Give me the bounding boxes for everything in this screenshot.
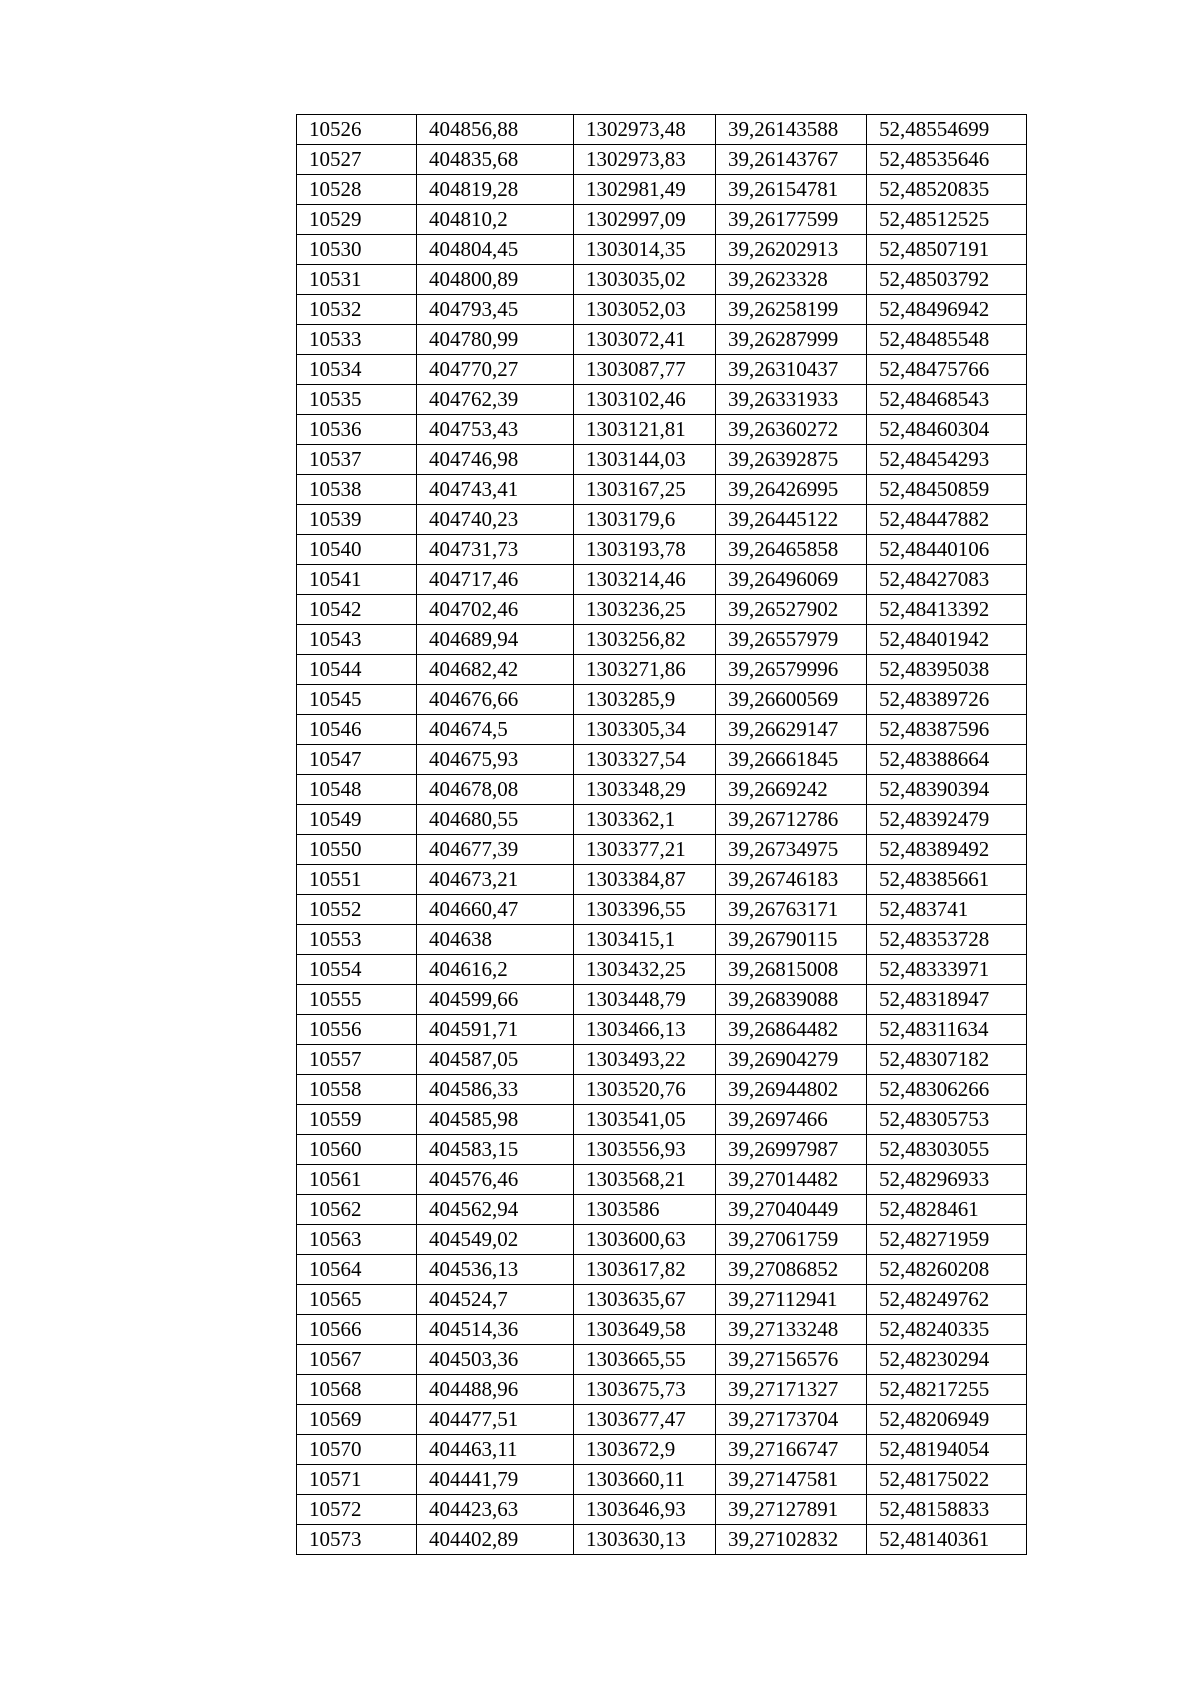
longitude-cell: 52,48217255: [867, 1375, 1027, 1405]
y-coordinate-cell: 1303214,46: [574, 565, 716, 595]
point-number-cell: 10566: [297, 1315, 417, 1345]
y-coordinate-cell: 1303665,55: [574, 1345, 716, 1375]
longitude-cell: 52,48333971: [867, 955, 1027, 985]
point-number-cell: 10530: [297, 235, 417, 265]
table-row: [297, 115, 1027, 145]
x-coordinate-cell: 404717,46: [417, 565, 574, 595]
table-row: [297, 1015, 1027, 1045]
point-number-cell: 10526: [297, 115, 417, 145]
y-coordinate-cell: 1303285,9: [574, 685, 716, 715]
longitude-cell: 52,48447882: [867, 505, 1027, 535]
point-number-cell: 10564: [297, 1255, 417, 1285]
x-coordinate-cell: 404660,47: [417, 895, 574, 925]
table-row: [297, 205, 1027, 235]
x-coordinate-cell: 404804,45: [417, 235, 574, 265]
point-number-cell: 10558: [297, 1075, 417, 1105]
y-coordinate-cell: 1303327,54: [574, 745, 716, 775]
point-number-cell: 10569: [297, 1405, 417, 1435]
x-coordinate-cell: 404677,39: [417, 835, 574, 865]
point-number-cell: 10568: [297, 1375, 417, 1405]
table-row: [297, 265, 1027, 295]
longitude-cell: 52,48427083: [867, 565, 1027, 595]
y-coordinate-cell: 1303014,35: [574, 235, 716, 265]
x-coordinate-cell: 404591,71: [417, 1015, 574, 1045]
x-coordinate-cell: 404819,28: [417, 175, 574, 205]
y-coordinate-cell: 1303384,87: [574, 865, 716, 895]
longitude-cell: 52,48175022: [867, 1465, 1027, 1495]
point-number-cell: 10571: [297, 1465, 417, 1495]
latitude-cell: 39,26445122: [716, 505, 867, 535]
longitude-cell: 52,48475766: [867, 355, 1027, 385]
y-coordinate-cell: 1303415,1: [574, 925, 716, 955]
x-coordinate-cell: 404536,13: [417, 1255, 574, 1285]
longitude-cell: 52,48158833: [867, 1495, 1027, 1525]
y-coordinate-cell: 1303630,13: [574, 1525, 716, 1555]
latitude-cell: 39,27112941: [716, 1285, 867, 1315]
x-coordinate-cell: 404674,5: [417, 715, 574, 745]
latitude-cell: 39,2669242: [716, 775, 867, 805]
y-coordinate-cell: 1303556,93: [574, 1135, 716, 1165]
longitude-cell: 52,4828461: [867, 1195, 1027, 1225]
x-coordinate-cell: 404463,11: [417, 1435, 574, 1465]
x-coordinate-cell: 404638: [417, 925, 574, 955]
point-number-cell: 10550: [297, 835, 417, 865]
point-number-cell: 10556: [297, 1015, 417, 1045]
latitude-cell: 39,26465858: [716, 535, 867, 565]
y-coordinate-cell: 1303396,55: [574, 895, 716, 925]
latitude-cell: 39,26600569: [716, 685, 867, 715]
table-row: [297, 235, 1027, 265]
point-number-cell: 10551: [297, 865, 417, 895]
table-row: [297, 955, 1027, 985]
point-number-cell: 10563: [297, 1225, 417, 1255]
point-number-cell: 10539: [297, 505, 417, 535]
y-coordinate-cell: 1303144,03: [574, 445, 716, 475]
y-coordinate-cell: 1303121,81: [574, 415, 716, 445]
longitude-cell: 52,48503792: [867, 265, 1027, 295]
y-coordinate-cell: 1303236,25: [574, 595, 716, 625]
latitude-cell: 39,26712786: [716, 805, 867, 835]
latitude-cell: 39,26790115: [716, 925, 867, 955]
y-coordinate-cell: 1303432,25: [574, 955, 716, 985]
latitude-cell: 39,27014482: [716, 1165, 867, 1195]
table-row: [297, 1285, 1027, 1315]
table-row: [297, 1045, 1027, 1075]
latitude-cell: 39,26360272: [716, 415, 867, 445]
table-row: [297, 985, 1027, 1015]
table-row: [297, 1315, 1027, 1345]
y-coordinate-cell: 1303617,82: [574, 1255, 716, 1285]
y-coordinate-cell: 1303035,02: [574, 265, 716, 295]
longitude-cell: 52,48554699: [867, 115, 1027, 145]
longitude-cell: 52,48535646: [867, 145, 1027, 175]
y-coordinate-cell: 1302997,09: [574, 205, 716, 235]
point-number-cell: 10573: [297, 1525, 417, 1555]
latitude-cell: 39,26944802: [716, 1075, 867, 1105]
longitude-cell: 52,48512525: [867, 205, 1027, 235]
table-row: [297, 1375, 1027, 1405]
latitude-cell: 39,27156576: [716, 1345, 867, 1375]
latitude-cell: 39,26154781: [716, 175, 867, 205]
point-number-cell: 10540: [297, 535, 417, 565]
longitude-cell: 52,48311634: [867, 1015, 1027, 1045]
latitude-cell: 39,27102832: [716, 1525, 867, 1555]
y-coordinate-cell: 1303448,79: [574, 985, 716, 1015]
latitude-cell: 39,2697466: [716, 1105, 867, 1135]
longitude-cell: 52,48390394: [867, 775, 1027, 805]
latitude-cell: 39,27147581: [716, 1465, 867, 1495]
point-number-cell: 10557: [297, 1045, 417, 1075]
point-number-cell: 10543: [297, 625, 417, 655]
table-row: [297, 895, 1027, 925]
table-row: [297, 415, 1027, 445]
longitude-cell: 52,48318947: [867, 985, 1027, 1015]
y-coordinate-cell: 1303675,73: [574, 1375, 716, 1405]
point-number-cell: 10561: [297, 1165, 417, 1195]
table-row: [297, 445, 1027, 475]
longitude-cell: 52,48401942: [867, 625, 1027, 655]
x-coordinate-cell: 404746,98: [417, 445, 574, 475]
x-coordinate-cell: 404441,79: [417, 1465, 574, 1495]
x-coordinate-cell: 404680,55: [417, 805, 574, 835]
longitude-cell: 52,48206949: [867, 1405, 1027, 1435]
y-coordinate-cell: 1303271,86: [574, 655, 716, 685]
table-row: [297, 775, 1027, 805]
x-coordinate-cell: 404793,45: [417, 295, 574, 325]
longitude-cell: 52,48303055: [867, 1135, 1027, 1165]
x-coordinate-cell: 404616,2: [417, 955, 574, 985]
y-coordinate-cell: 1303677,47: [574, 1405, 716, 1435]
y-coordinate-cell: 1303348,29: [574, 775, 716, 805]
y-coordinate-cell: 1303087,77: [574, 355, 716, 385]
y-coordinate-cell: 1303072,41: [574, 325, 716, 355]
table-row: [297, 1105, 1027, 1135]
point-number-cell: 10533: [297, 325, 417, 355]
x-coordinate-cell: 404576,46: [417, 1165, 574, 1195]
x-coordinate-cell: 404514,36: [417, 1315, 574, 1345]
y-coordinate-cell: 1303305,34: [574, 715, 716, 745]
y-coordinate-cell: 1303167,25: [574, 475, 716, 505]
x-coordinate-cell: 404488,96: [417, 1375, 574, 1405]
x-coordinate-cell: 404740,23: [417, 505, 574, 535]
longitude-cell: 52,48507191: [867, 235, 1027, 265]
latitude-cell: 39,26202913: [716, 235, 867, 265]
table-row: [297, 1075, 1027, 1105]
y-coordinate-cell: 1303466,13: [574, 1015, 716, 1045]
table-row: [297, 1435, 1027, 1465]
point-number-cell: 10532: [297, 295, 417, 325]
x-coordinate-cell: 404676,66: [417, 685, 574, 715]
point-number-cell: 10565: [297, 1285, 417, 1315]
latitude-cell: 39,27166747: [716, 1435, 867, 1465]
longitude-cell: 52,48460304: [867, 415, 1027, 445]
longitude-cell: 52,48140361: [867, 1525, 1027, 1555]
point-number-cell: 10537: [297, 445, 417, 475]
table-row: [297, 145, 1027, 175]
latitude-cell: 39,26579996: [716, 655, 867, 685]
table-row: [297, 925, 1027, 955]
table-row: [297, 1525, 1027, 1555]
latitude-cell: 39,26997987: [716, 1135, 867, 1165]
x-coordinate-cell: 404503,36: [417, 1345, 574, 1375]
y-coordinate-cell: 1302981,49: [574, 175, 716, 205]
longitude-cell: 52,48496942: [867, 295, 1027, 325]
latitude-cell: 39,26527902: [716, 595, 867, 625]
x-coordinate-cell: 404423,63: [417, 1495, 574, 1525]
y-coordinate-cell: 1303520,76: [574, 1075, 716, 1105]
x-coordinate-cell: 404402,89: [417, 1525, 574, 1555]
y-coordinate-cell: 1303672,9: [574, 1435, 716, 1465]
latitude-cell: 39,26904279: [716, 1045, 867, 1075]
latitude-cell: 39,26496069: [716, 565, 867, 595]
x-coordinate-cell: 404678,08: [417, 775, 574, 805]
point-number-cell: 10529: [297, 205, 417, 235]
point-number-cell: 10531: [297, 265, 417, 295]
longitude-cell: 52,48520835: [867, 175, 1027, 205]
point-number-cell: 10528: [297, 175, 417, 205]
point-number-cell: 10570: [297, 1435, 417, 1465]
table-row: [297, 625, 1027, 655]
table-row: [297, 715, 1027, 745]
latitude-cell: 39,26310437: [716, 355, 867, 385]
y-coordinate-cell: 1303102,46: [574, 385, 716, 415]
longitude-cell: 52,48296933: [867, 1165, 1027, 1195]
table-row: [297, 535, 1027, 565]
point-number-cell: 10536: [297, 415, 417, 445]
table-row: [297, 655, 1027, 685]
longitude-cell: 52,48260208: [867, 1255, 1027, 1285]
longitude-cell: 52,48389726: [867, 685, 1027, 715]
x-coordinate-cell: 404549,02: [417, 1225, 574, 1255]
latitude-cell: 39,26331933: [716, 385, 867, 415]
y-coordinate-cell: 1303660,11: [574, 1465, 716, 1495]
table-row: [297, 1405, 1027, 1435]
table-row: [297, 475, 1027, 505]
y-coordinate-cell: 1303052,03: [574, 295, 716, 325]
y-coordinate-cell: 1303635,67: [574, 1285, 716, 1315]
point-number-cell: 10567: [297, 1345, 417, 1375]
latitude-cell: 39,27173704: [716, 1405, 867, 1435]
point-number-cell: 10552: [297, 895, 417, 925]
latitude-cell: 39,26815008: [716, 955, 867, 985]
longitude-cell: 52,48389492: [867, 835, 1027, 865]
latitude-cell: 39,27061759: [716, 1225, 867, 1255]
longitude-cell: 52,48413392: [867, 595, 1027, 625]
x-coordinate-cell: 404583,15: [417, 1135, 574, 1165]
y-coordinate-cell: 1302973,83: [574, 145, 716, 175]
y-coordinate-cell: 1303541,05: [574, 1105, 716, 1135]
y-coordinate-cell: 1303646,93: [574, 1495, 716, 1525]
point-number-cell: 10538: [297, 475, 417, 505]
x-coordinate-cell: 404731,73: [417, 535, 574, 565]
latitude-cell: 39,26734975: [716, 835, 867, 865]
x-coordinate-cell: 404743,41: [417, 475, 574, 505]
latitude-cell: 39,26143767: [716, 145, 867, 175]
point-number-cell: 10560: [297, 1135, 417, 1165]
longitude-cell: 52,48392479: [867, 805, 1027, 835]
table-row: [297, 1255, 1027, 1285]
x-coordinate-cell: 404586,33: [417, 1075, 574, 1105]
latitude-cell: 39,26426995: [716, 475, 867, 505]
table-row: [297, 1195, 1027, 1225]
table-row: [297, 1225, 1027, 1255]
point-number-cell: 10547: [297, 745, 417, 775]
y-coordinate-cell: 1303568,21: [574, 1165, 716, 1195]
y-coordinate-cell: 1303256,82: [574, 625, 716, 655]
x-coordinate-cell: 404810,2: [417, 205, 574, 235]
table-row: [297, 1135, 1027, 1165]
table-row: [297, 1465, 1027, 1495]
point-number-cell: 10546: [297, 715, 417, 745]
point-number-cell: 10548: [297, 775, 417, 805]
latitude-cell: 39,27171327: [716, 1375, 867, 1405]
longitude-cell: 52,48271959: [867, 1225, 1027, 1255]
latitude-cell: 39,26258199: [716, 295, 867, 325]
table-row: [297, 1165, 1027, 1195]
longitude-cell: 52,48395038: [867, 655, 1027, 685]
longitude-cell: 52,48388664: [867, 745, 1027, 775]
latitude-cell: 39,27040449: [716, 1195, 867, 1225]
latitude-cell: 39,26763171: [716, 895, 867, 925]
table-row: [297, 355, 1027, 385]
point-number-cell: 10549: [297, 805, 417, 835]
latitude-cell: 39,26177599: [716, 205, 867, 235]
longitude-cell: 52,48306266: [867, 1075, 1027, 1105]
longitude-cell: 52,48385661: [867, 865, 1027, 895]
x-coordinate-cell: 404477,51: [417, 1405, 574, 1435]
y-coordinate-cell: 1303193,78: [574, 535, 716, 565]
x-coordinate-cell: 404835,68: [417, 145, 574, 175]
latitude-cell: 39,26746183: [716, 865, 867, 895]
longitude-cell: 52,48454293: [867, 445, 1027, 475]
x-coordinate-cell: 404585,98: [417, 1105, 574, 1135]
coordinates-table-body: [297, 115, 1027, 1555]
y-coordinate-cell: 1303600,63: [574, 1225, 716, 1255]
table-row: [297, 505, 1027, 535]
x-coordinate-cell: 404770,27: [417, 355, 574, 385]
y-coordinate-cell: 1303649,58: [574, 1315, 716, 1345]
longitude-cell: 52,48440106: [867, 535, 1027, 565]
table-row: [297, 175, 1027, 205]
latitude-cell: 39,27133248: [716, 1315, 867, 1345]
coordinates-table: [296, 114, 1027, 1555]
x-coordinate-cell: 404762,39: [417, 385, 574, 415]
y-coordinate-cell: 1303586: [574, 1195, 716, 1225]
point-number-cell: 10545: [297, 685, 417, 715]
x-coordinate-cell: 404800,89: [417, 265, 574, 295]
point-number-cell: 10544: [297, 655, 417, 685]
y-coordinate-cell: 1303179,6: [574, 505, 716, 535]
longitude-cell: 52,48305753: [867, 1105, 1027, 1135]
latitude-cell: 39,27127891: [716, 1495, 867, 1525]
longitude-cell: 52,483741: [867, 895, 1027, 925]
x-coordinate-cell: 404587,05: [417, 1045, 574, 1075]
table-row: [297, 835, 1027, 865]
x-coordinate-cell: 404524,7: [417, 1285, 574, 1315]
x-coordinate-cell: 404599,66: [417, 985, 574, 1015]
longitude-cell: 52,48468543: [867, 385, 1027, 415]
longitude-cell: 52,48307182: [867, 1045, 1027, 1075]
table-row: [297, 745, 1027, 775]
x-coordinate-cell: 404856,88: [417, 115, 574, 145]
longitude-cell: 52,48387596: [867, 715, 1027, 745]
table-row: [297, 685, 1027, 715]
table-row: [297, 385, 1027, 415]
y-coordinate-cell: 1302973,48: [574, 115, 716, 145]
latitude-cell: 39,26661845: [716, 745, 867, 775]
y-coordinate-cell: 1303377,21: [574, 835, 716, 865]
x-coordinate-cell: 404753,43: [417, 415, 574, 445]
latitude-cell: 39,26864482: [716, 1015, 867, 1045]
point-number-cell: 10554: [297, 955, 417, 985]
table-row: [297, 595, 1027, 625]
table-row: [297, 325, 1027, 355]
longitude-cell: 52,48240335: [867, 1315, 1027, 1345]
point-number-cell: 10542: [297, 595, 417, 625]
point-number-cell: 10541: [297, 565, 417, 595]
point-number-cell: 10555: [297, 985, 417, 1015]
point-number-cell: 10562: [297, 1195, 417, 1225]
x-coordinate-cell: 404682,42: [417, 655, 574, 685]
table-row: [297, 565, 1027, 595]
x-coordinate-cell: 404689,94: [417, 625, 574, 655]
x-coordinate-cell: 404673,21: [417, 865, 574, 895]
point-number-cell: 10572: [297, 1495, 417, 1525]
point-number-cell: 10534: [297, 355, 417, 385]
x-coordinate-cell: 404702,46: [417, 595, 574, 625]
point-number-cell: 10535: [297, 385, 417, 415]
table-row: [297, 805, 1027, 835]
latitude-cell: 39,26839088: [716, 985, 867, 1015]
longitude-cell: 52,48353728: [867, 925, 1027, 955]
longitude-cell: 52,48450859: [867, 475, 1027, 505]
latitude-cell: 39,26143588: [716, 115, 867, 145]
latitude-cell: 39,26392875: [716, 445, 867, 475]
point-number-cell: 10559: [297, 1105, 417, 1135]
longitude-cell: 52,48485548: [867, 325, 1027, 355]
latitude-cell: 39,26287999: [716, 325, 867, 355]
latitude-cell: 39,2623328: [716, 265, 867, 295]
latitude-cell: 39,27086852: [716, 1255, 867, 1285]
table-row: [297, 1345, 1027, 1375]
table-row: [297, 865, 1027, 895]
point-number-cell: 10527: [297, 145, 417, 175]
y-coordinate-cell: 1303362,1: [574, 805, 716, 835]
longitude-cell: 52,48249762: [867, 1285, 1027, 1315]
table-row: [297, 295, 1027, 325]
latitude-cell: 39,26557979: [716, 625, 867, 655]
latitude-cell: 39,26629147: [716, 715, 867, 745]
x-coordinate-cell: 404562,94: [417, 1195, 574, 1225]
longitude-cell: 52,48230294: [867, 1345, 1027, 1375]
x-coordinate-cell: 404780,99: [417, 325, 574, 355]
x-coordinate-cell: 404675,93: [417, 745, 574, 775]
table-row: [297, 1495, 1027, 1525]
point-number-cell: 10553: [297, 925, 417, 955]
y-coordinate-cell: 1303493,22: [574, 1045, 716, 1075]
longitude-cell: 52,48194054: [867, 1435, 1027, 1465]
